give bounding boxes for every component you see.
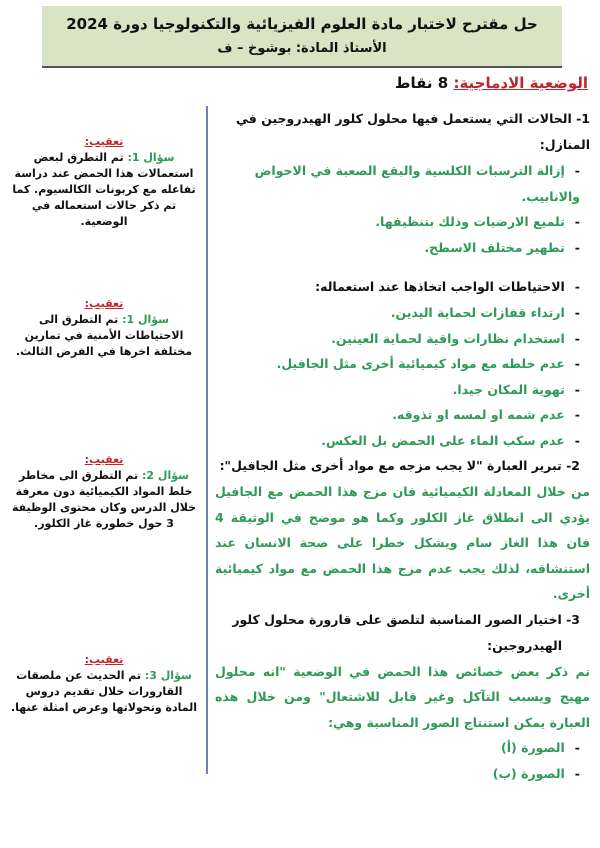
comment-text: تم التطرق الى الاحتياطات الأمنية في تمارين مختلفة اخرها في الفرض الثالث. <box>15 313 193 358</box>
question-1-title: 1- الحالات التي يستعمل فيها محلول كلور الهيدروجين في المنازل: <box>236 111 590 152</box>
column-divider <box>206 106 208 774</box>
section-label: الوضعية الادماجية: <box>453 74 588 92</box>
question-3-title-cont: الهيدروجين: <box>487 637 562 653</box>
comment-note <box>8 452 200 532</box>
comment-title: تعقيب: <box>84 135 124 148</box>
comment-note <box>8 296 200 360</box>
comment-text: تم التطرق لبعض استعمالات هذا الحمض عند دراسة تفاعله مع كربونات الكالسيوم. كما تم ذكر حالات استعماله في الوضعية. <box>12 151 196 228</box>
comment-title: تعقيب: <box>84 453 124 466</box>
precaution-item: -عدم سكب الماء على الحمض بل العكس. <box>321 432 580 448</box>
comment-question-label: سؤال 1: <box>122 313 169 326</box>
precautions-title: -الاحتياطات الواجب اتخاذها عند استعماله: <box>315 279 580 294</box>
comment-title: تعقيب: <box>84 653 124 666</box>
comment-note <box>8 652 200 716</box>
question-2-answer: من خلال المعادلة الكيميائية فان مزج هذا الحمض مع الجافيل يؤدي الى انطلاق غاز الكلور وكما هو موضح في الوثيقة 4 فان هذا الغاز سام ويشكل خطرا على صحة الانسان عند استنشاقه، لذلك يجب عدم مزج هذا الحمض مع مواد كيميائية أخرى. <box>215 484 590 601</box>
image-choice: -الصورة (أ) <box>501 740 580 755</box>
use-item: -تطهير مختلف الاسطح. <box>424 239 580 255</box>
section-points: 8 نقاط <box>394 74 454 92</box>
precaution-item: -تهوية المكان جيدا. <box>452 381 580 397</box>
precaution-item: -ارتداء قفازات لحماية اليدين. <box>390 305 580 320</box>
comment-text: تم التطرق الى مخاطر خلط المواد الكيميائية دون معرفة خلال الدرس وكان محتوى الوظيفة 3 حول خطورة غاز الكلور. <box>11 469 197 530</box>
comment-note <box>8 134 200 230</box>
question-3-answer: تم ذكر بعض خصائص هذا الحمض في الوضعية "انه محلول مهيج ويسبب التآكل وغير قابل للاشتعال" ومن خلال هذه العبارة يمكن استنتاج الصور المناسبة وهي: <box>215 663 590 730</box>
answers-column <box>215 106 590 786</box>
precaution-item: -عدم خلطه مع مواد كيميائية أخرى مثل الجافيل. <box>276 356 580 371</box>
comment-title: تعقيب: <box>84 297 124 310</box>
section-heading <box>395 74 588 92</box>
header-box <box>42 6 562 68</box>
use-item: -تلميع الارضيات وذلك بتنظيفها. <box>375 214 580 229</box>
comment-question-label: سؤال 1: <box>127 151 175 164</box>
question-2-title: 2- تبرير العبارة "لا يجب مزجه مع مواد أخرى مثل الجافيل": <box>219 458 580 473</box>
comment-question-label: سؤال 3: <box>144 669 192 682</box>
document-title: حل مقترح لاختبار مادة العلوم الفيزيائية والتكنولوجيا دورة 2024 <box>66 15 538 33</box>
comment-question-label: سؤال 2: <box>142 469 189 482</box>
question-3-title: 3- اختيار الصور المناسبة لتلصق على قارورة محلول كلور <box>232 611 580 627</box>
teacher-name: الأستاذ المادة: بوشوخ – ف <box>217 41 387 56</box>
use-item: -إزالة الترسبات الكلسية والبقع الصعبة في الاحواض والانابيب. <box>254 163 580 204</box>
precaution-item: -استخدام نظارات واقية لحماية العينين. <box>331 330 580 346</box>
precaution-item: -عدم شمه او لمسه او تذوقه. <box>392 407 580 422</box>
comment-text: تم الحديث عن ملصقات القارورات خلال تقديم دروس المادة وتحولاتها وعرض امثلة عنها. <box>10 669 198 714</box>
image-choice: -الصورة (ب) <box>492 765 580 781</box>
